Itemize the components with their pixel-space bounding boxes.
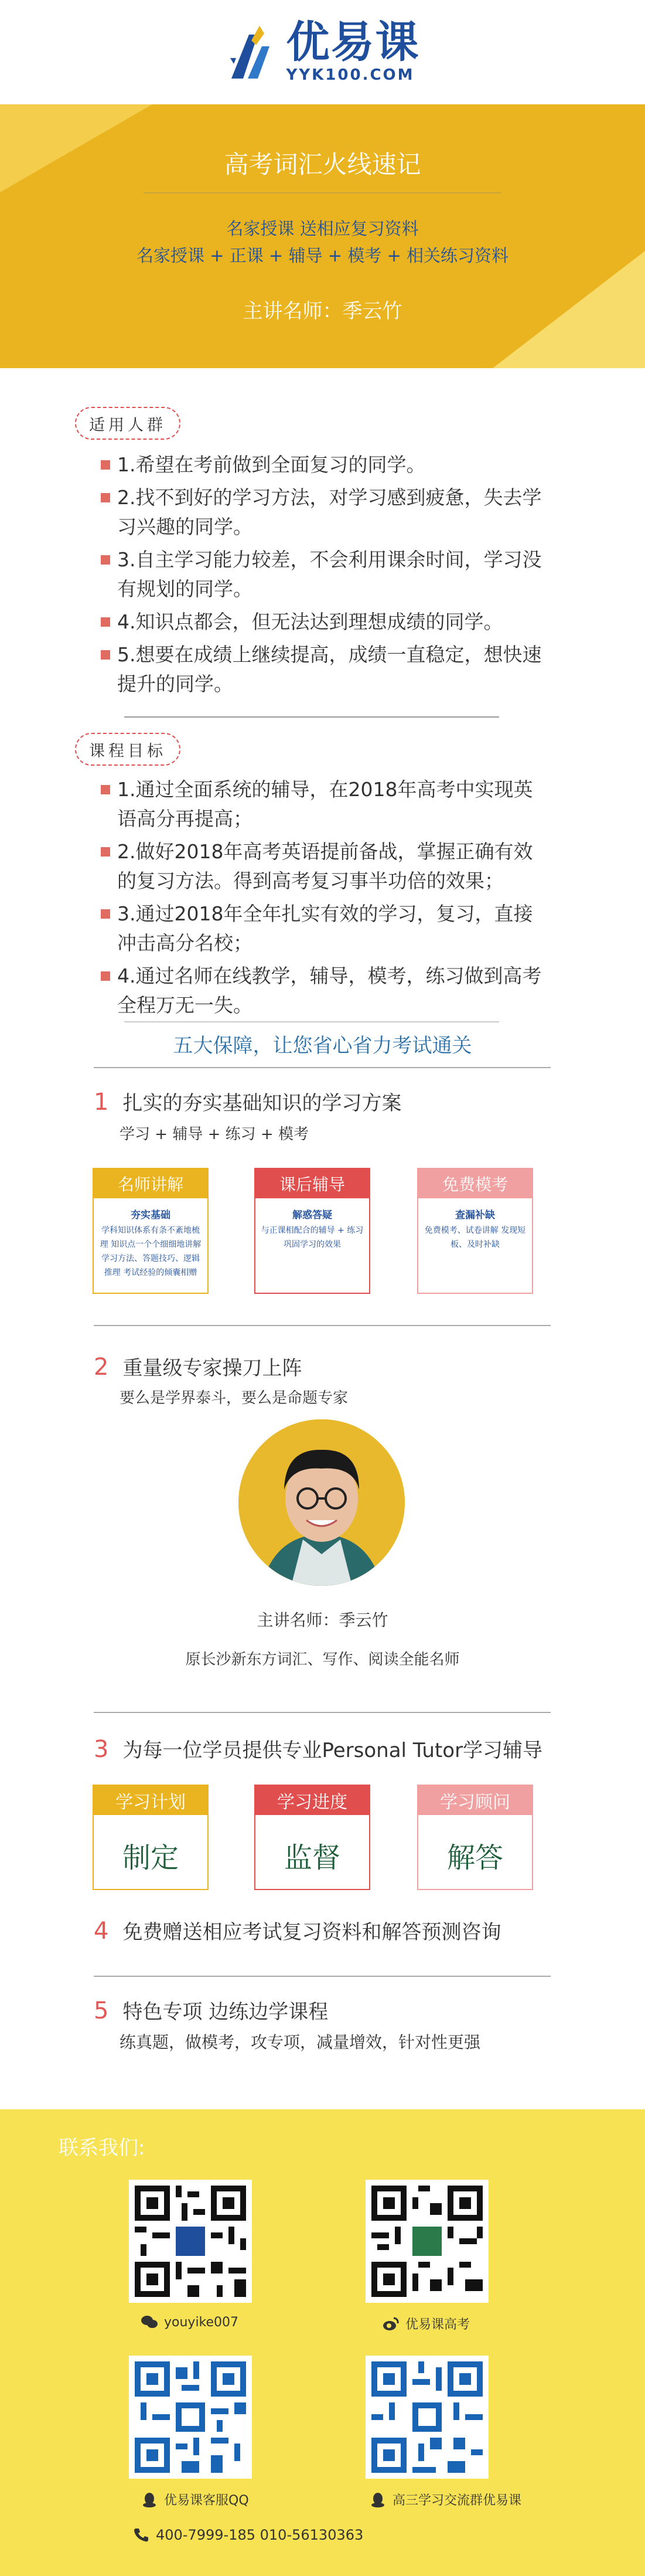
audience-tag: 适用人群 xyxy=(75,407,180,440)
section-divider xyxy=(94,1325,551,1326)
audience-list xyxy=(101,450,546,702)
teacher-description: 原长沙新东方词汇、写作、阅读全能名师 xyxy=(185,1651,460,1668)
section-divider xyxy=(124,1021,499,1022)
section-2-subtitle: 要么是学界泰斗，要么是命题专家 xyxy=(120,1389,349,1407)
course-title: 高考词汇火线速记 xyxy=(224,150,421,179)
wechat-icon xyxy=(141,2315,158,2330)
qq-group-label: 高三学习交流群优易课 xyxy=(369,2490,521,2509)
qq-penguin-icon xyxy=(141,2492,158,2507)
site-logo[interactable] xyxy=(0,0,645,104)
goals-list xyxy=(101,775,546,1024)
qq-penguin-icon xyxy=(369,2492,387,2507)
weibo-label: 优易课高考 xyxy=(382,2315,470,2333)
card-study-progress: 学习进度 监督 xyxy=(254,1785,370,1890)
section-number: 3 xyxy=(94,1736,109,1763)
phone-icon xyxy=(132,2527,150,2543)
goals-tag: 课程目标 xyxy=(75,733,180,766)
card-tutoring: 课后辅导 解惑答疑 与正课相配合的辅导 + 练习巩固学习的效果 xyxy=(254,1168,370,1294)
list-item: 4.通过名师在线教学，辅导，模考，练习做到高考全程万无一失。 xyxy=(101,961,546,1020)
list-item: 3.自主学习能力较差，不会利用课余时间，学习没有规划的同学。 xyxy=(101,545,546,604)
qq-service-qr-code-icon xyxy=(129,2356,252,2479)
card-lecture: 名师讲解 夯实基础 学科知识体系有条不紊地梳理 知识点一个个细细地讲解 学习方法、答题技巧、逻辑推理 考试经验的倾囊相赠 xyxy=(93,1168,209,1294)
teacher-name: 主讲名师：季云竹 xyxy=(257,1610,388,1630)
list-item: 1.希望在考前做到全面复习的同学。 xyxy=(101,450,546,480)
banner-subtitle-1: 名家授课 送相应复习资料 xyxy=(226,219,419,239)
section-number: 5 xyxy=(94,1997,109,2024)
section-1-title: 1 扎实的夯实基础知识的学习方案 xyxy=(94,1089,402,1116)
list-item: 2.做好2018年高考英语提前备战，掌握正确有效的复习方法。得到高考复习事半功倍的效果； xyxy=(101,837,546,896)
section-number: 2 xyxy=(94,1354,109,1381)
contact-footer xyxy=(0,2109,645,2576)
guarantee-heading: 五大保障，让您省心省力考试通关 xyxy=(173,1034,472,1058)
section-number: 4 xyxy=(94,1918,109,1945)
logo-mark-icon xyxy=(226,23,278,81)
banner-subtitle-2: 名家授课 + 正课 + 辅导 + 模考 + 相关练习资料 xyxy=(136,246,509,266)
brand-url: YYK100.COM xyxy=(286,66,415,84)
banner-divider xyxy=(144,192,501,193)
wechat-qr-code-icon xyxy=(129,2180,252,2303)
section-4-title: 4 免费赠送相应考试复习资料和解答预测咨询 xyxy=(94,1918,501,1945)
list-item: 3.通过2018年全年扎实有效的学习，复习，直接冲击高分名校； xyxy=(101,899,546,958)
list-item: 1.通过全面系统的辅导，在2018年高考中实现英语高分再提高； xyxy=(101,775,546,834)
section-2-title: 2 重量级专家操刀上阵 xyxy=(94,1354,302,1381)
section-divider xyxy=(94,1976,551,1977)
list-item: 2.找不到好的学习方法，对学习感到疲惫，失去学习兴趣的同学。 xyxy=(101,483,546,542)
contact-heading: 联系我们: xyxy=(59,2136,145,2160)
card-mock-exam: 免费模考 查漏补缺 免费模考、试卷讲解 发现短板、及时补缺 xyxy=(417,1168,533,1294)
card-study-plan: 学习计划 制定 xyxy=(93,1785,209,1890)
section-divider xyxy=(94,1067,551,1068)
section-3-title: 3 为每一位学员提供专业Personal Tutor学习辅导 xyxy=(94,1736,543,1763)
banner-teacher: 主讲名师：季云竹 xyxy=(243,300,402,323)
list-item: 5.想要在成绩上继续提高，成绩一直稳定，想快速提升的同学。 xyxy=(101,640,546,699)
weibo-qr-code-icon xyxy=(366,2180,489,2303)
card-study-advisor: 学习顾问 解答 xyxy=(417,1785,533,1890)
brand-name: 优易课 xyxy=(286,17,420,67)
qq-group-qr-code-icon xyxy=(366,2356,489,2479)
weibo-icon xyxy=(382,2316,400,2332)
section-5-title: 5 特色专项 边练边学课程 xyxy=(94,1997,329,2024)
section-number: 1 xyxy=(94,1089,109,1116)
phone-line[interactable]: 400-7999-185 010-56130363 xyxy=(132,2527,363,2543)
wechat-label: youyike007 xyxy=(141,2315,238,2330)
course-banner xyxy=(0,104,645,368)
list-item: 4.知识点都会，但无法达到理想成绩的同学。 xyxy=(101,607,546,637)
teacher-avatar xyxy=(238,1419,405,1586)
section-5-subtitle: 练真题，做模考，攻专项，减量增效，针对性更强 xyxy=(120,2033,481,2052)
section-divider xyxy=(94,1712,551,1713)
section-divider xyxy=(124,716,499,718)
qq-service-label: 优易课客服QQ xyxy=(141,2490,249,2509)
section-1-subtitle: 学习 + 辅导 + 练习 + 模考 xyxy=(120,1126,309,1143)
